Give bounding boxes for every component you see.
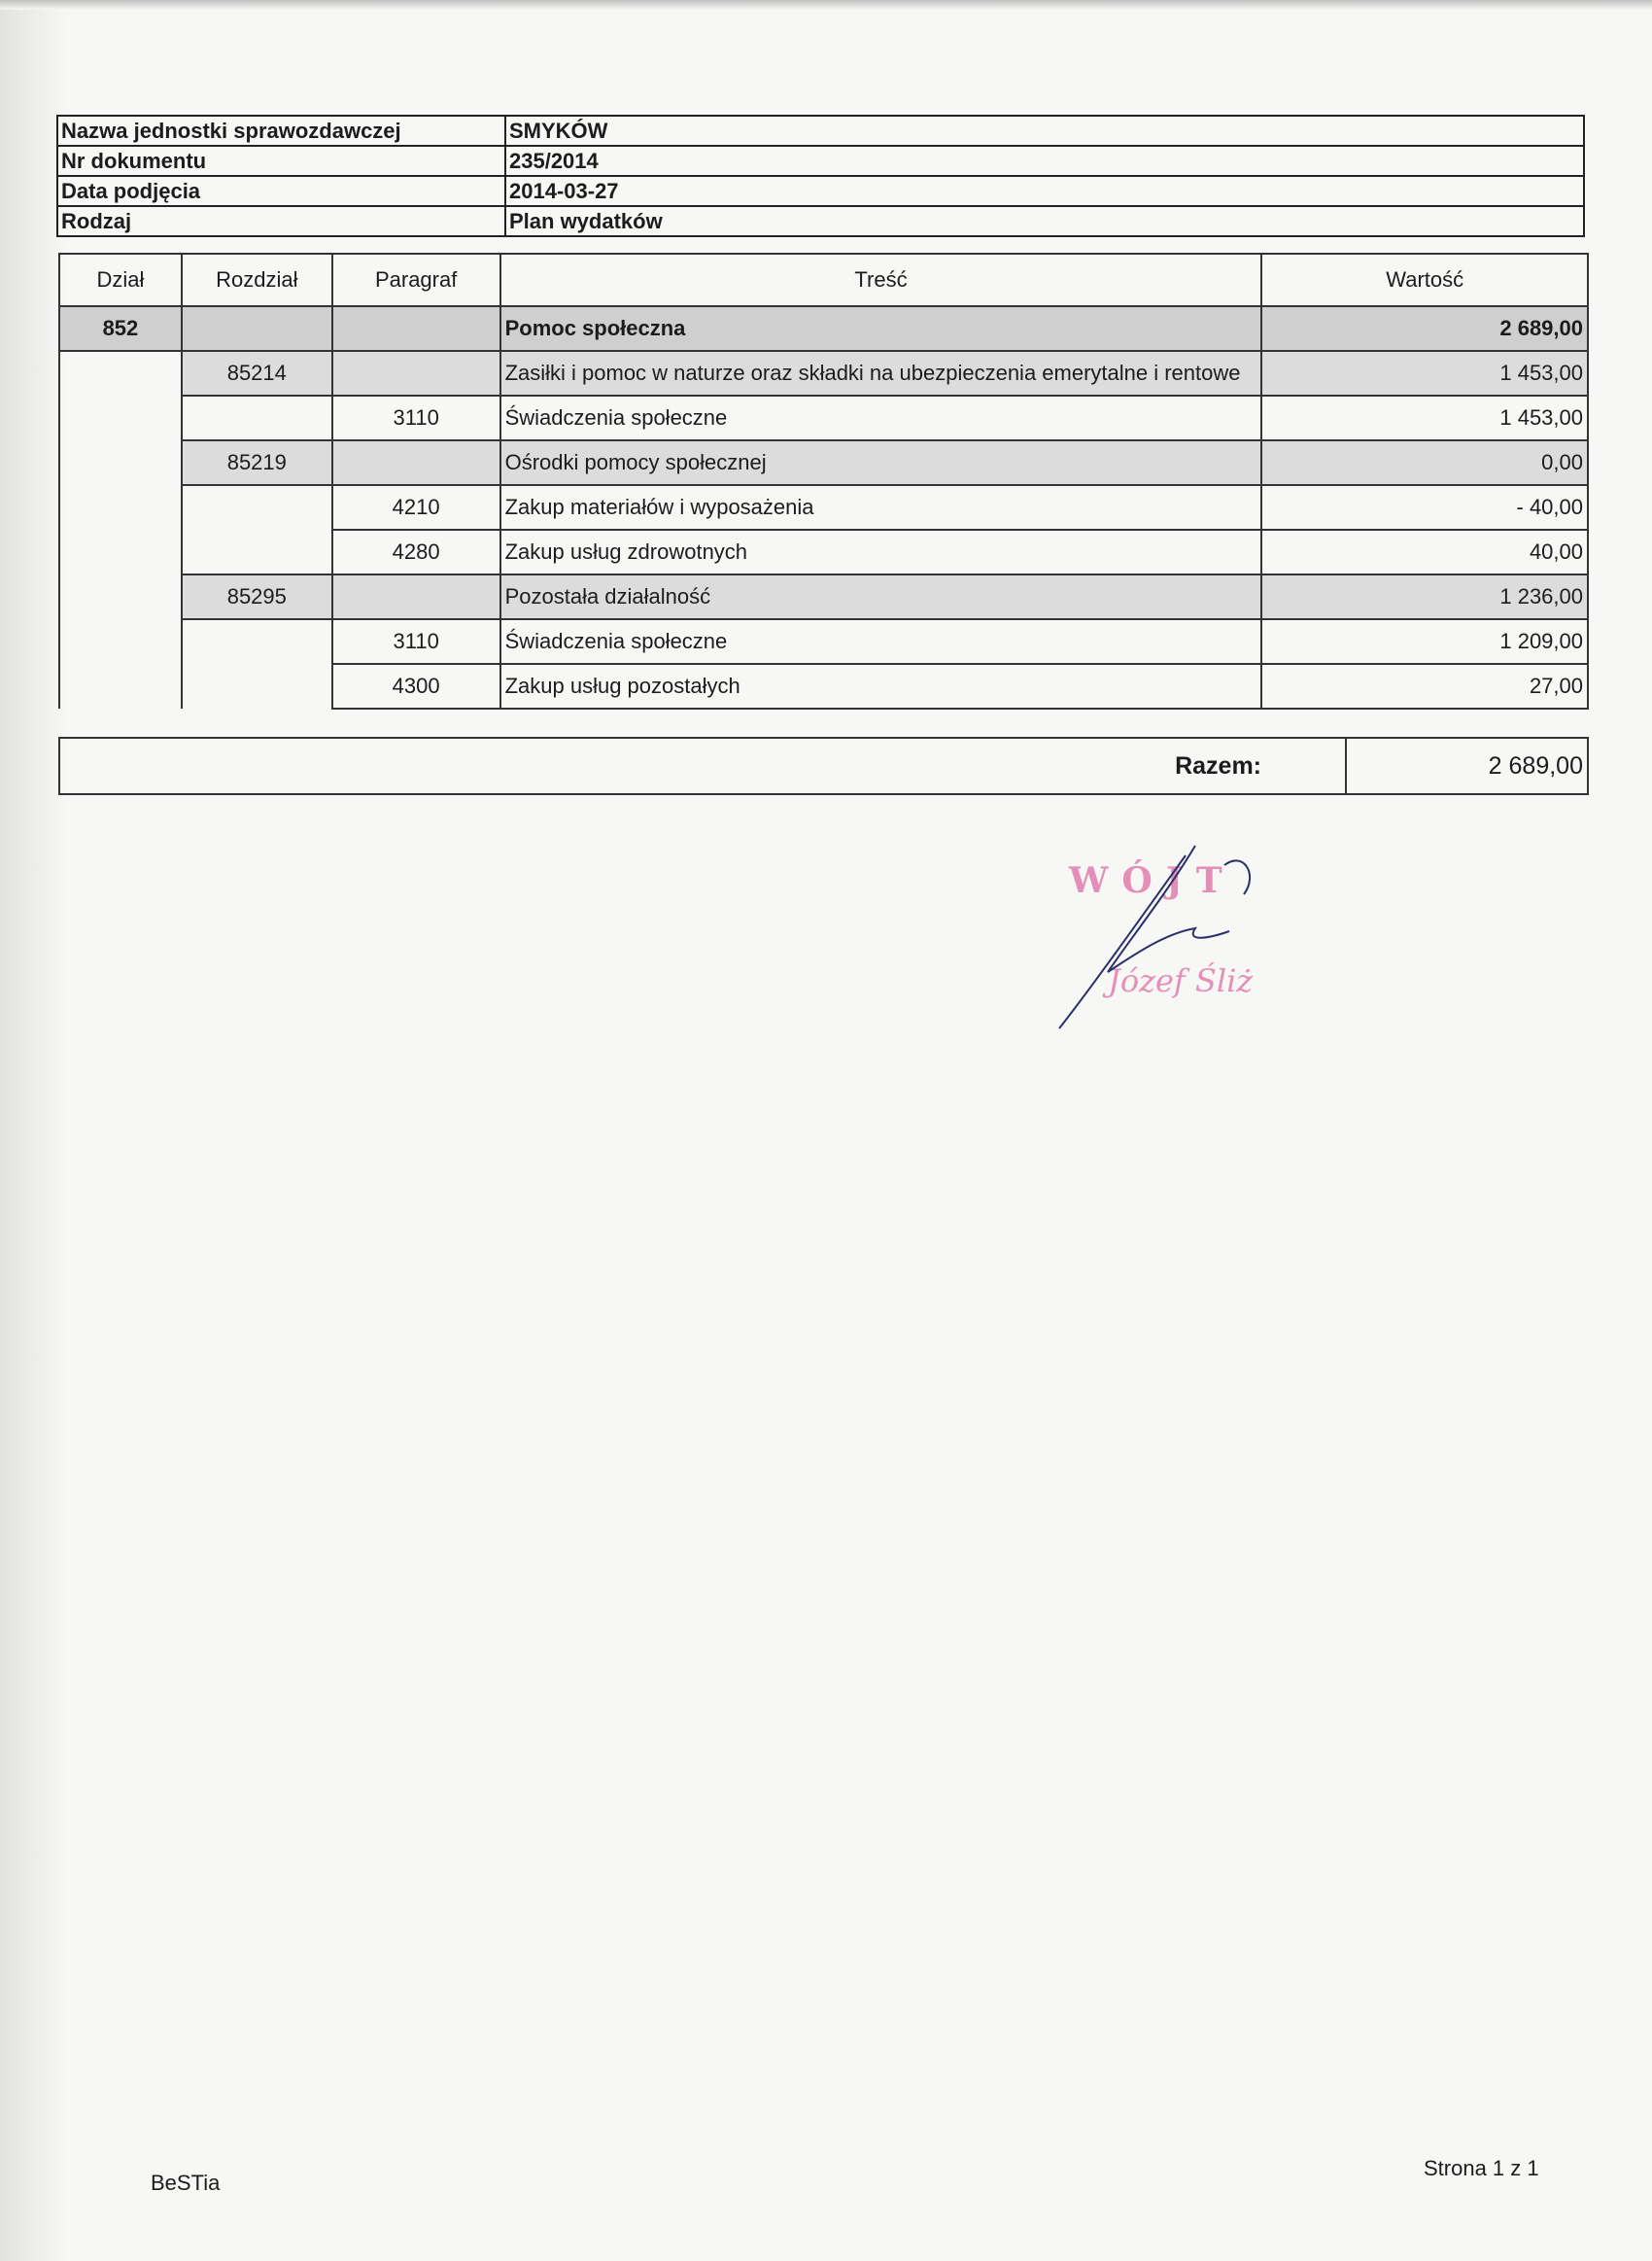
cell-tresc: Świadczenia społeczne [500,396,1262,440]
col-header-wartosc: Wartość [1261,254,1588,306]
table-row [59,485,1588,530]
cell-paragraf [332,306,500,351]
col-header-tresc: Treść [500,254,1262,306]
cell-tresc: Zakup usług pozostałych [500,664,1262,709]
cell-tresc: Zasiłki i pomoc w naturze oraz składki na ubezpieczenia emerytalne i rentowe [500,351,1262,396]
cell-rozdzial [182,306,332,351]
official-stamp-signature [1050,836,1302,1030]
cell-wartosc: 1 453,00 [1261,351,1588,396]
stamp-graphic [1050,836,1302,1030]
header-label: Rodzaj [57,206,505,236]
expense-plan-table [58,253,1589,710]
document-header-table [56,115,1585,237]
table-row [59,619,1588,664]
header-row [57,206,1584,236]
header-value: 2014-03-27 [505,176,1584,206]
cell-rozdzial: 85219 [182,440,332,485]
cell-rozdzial-empty [182,619,332,709]
total-table [58,737,1589,795]
cell-tresc: Zakup materiałów i wyposażenia [500,485,1262,530]
cell-wartosc: 1 236,00 [1261,574,1588,619]
table-row [59,351,1588,396]
col-header-paragraf: Paragraf [332,254,500,306]
cell-rozdzial: 85295 [182,574,332,619]
table-row [59,574,1588,619]
table-row [59,440,1588,485]
cell-dzial: 852 [59,306,182,351]
header-label: Nr dokumentu [57,146,505,176]
header-value: SMYKÓW [505,116,1584,146]
cell-paragraf: 3110 [332,396,500,440]
total-row [59,738,1588,794]
stamp-title: WÓJT [1069,860,1236,901]
cell-rozdzial-empty [182,485,332,574]
header-value: Plan wydatków [505,206,1584,236]
cell-wartosc: - 40,00 [1261,485,1588,530]
cell-tresc: Pozostała działalność [500,574,1262,619]
header-row [57,146,1584,176]
footer-software-name: BeSTia [151,2171,221,2195]
cell-wartosc: 2 689,00 [1261,306,1588,351]
total-value: 2 689,00 [1346,738,1588,794]
cell-rozdzial: 85214 [182,351,332,396]
table-header-row [59,254,1588,306]
cell-wartosc: 1 209,00 [1261,619,1588,664]
header-row [57,176,1584,206]
header-row [57,116,1584,146]
scan-shadow-top [0,0,1652,10]
footer-page-number: Strona 1 z 1 [1424,2156,1539,2180]
total-label: Razem: [59,738,1346,794]
cell-wartosc: 40,00 [1261,530,1588,574]
cell-rozdzial [182,396,332,440]
cell-paragraf [332,351,500,396]
stamp-name: Józef Śliż [1108,962,1254,999]
cell-paragraf: 3110 [332,619,500,664]
cell-tresc: Zakup usług zdrowotnych [500,530,1262,574]
table-row [59,306,1588,351]
cell-paragraf [332,440,500,485]
cell-wartosc: 27,00 [1261,664,1588,709]
cell-paragraf: 4210 [332,485,500,530]
header-value: 235/2014 [505,146,1584,176]
cell-dzial-empty [59,351,182,709]
cell-tresc: Pomoc społeczna [500,306,1262,351]
cell-tresc: Świadczenia społeczne [500,619,1262,664]
cell-wartosc: 1 453,00 [1261,396,1588,440]
table-row [59,396,1588,440]
col-header-rozdzial: Rozdział [182,254,332,306]
cell-paragraf [332,574,500,619]
cell-paragraf: 4300 [332,664,500,709]
col-header-dzial: Dział [59,254,182,306]
cell-tresc: Ośrodki pomocy społecznej [500,440,1262,485]
cell-wartosc: 0,00 [1261,440,1588,485]
header-label: Nazwa jednostki sprawozdawczej [57,116,505,146]
cell-paragraf: 4280 [332,530,500,574]
header-label: Data podjęcia [57,176,505,206]
